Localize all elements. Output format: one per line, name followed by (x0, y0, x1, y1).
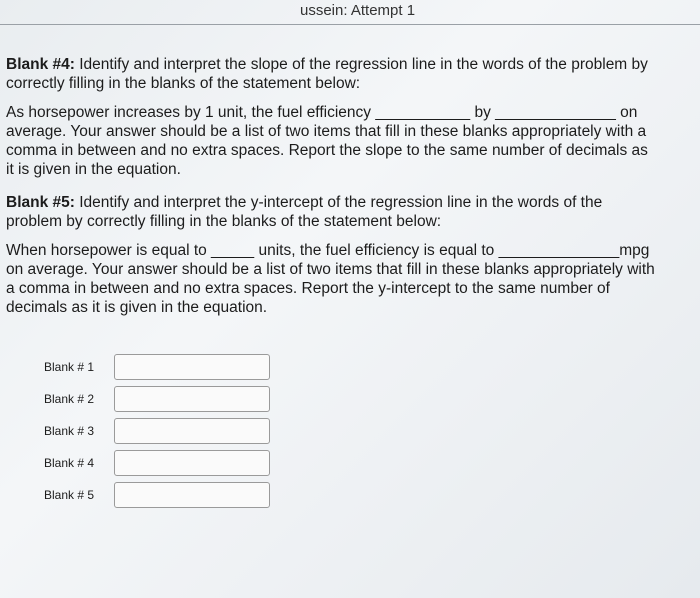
answer-fields (44, 351, 700, 511)
blank-3-input[interactable] (114, 418, 270, 444)
blank-1-input[interactable] (114, 354, 270, 380)
divider (0, 24, 700, 25)
answer-row-2 (44, 383, 700, 415)
blank5-label: Blank #5: (6, 194, 75, 211)
blank5-instruction (6, 193, 656, 231)
attempt-header: ussein: Attempt 1 (300, 2, 416, 19)
question-content (6, 55, 656, 327)
answer-row-4 (44, 447, 700, 479)
blank-5-input[interactable] (114, 482, 270, 508)
blank5-statement (6, 241, 656, 317)
blank-4-label: Blank # 4 (44, 456, 95, 470)
answer-row-1 (44, 351, 700, 383)
blank-2-input[interactable] (114, 386, 270, 412)
blank4-instruction-text: Identify and interpret the slope of the regression line in the words of the problem by correctly filling in the blanks of the statement below: (6, 56, 648, 92)
blank-5-label: Blank # 5 (44, 488, 95, 502)
blank5-instruction-text: Identify and interpret the y-intercept of the regression line in the words of the problem by correctly filling in the blanks of the statement below: (6, 194, 603, 230)
blank4-statement-text: As horsepower increases by 1 unit, the fuel efficiency ___________ by ______________ on average. (6, 104, 638, 140)
blank-2-label: Blank # 2 (44, 392, 95, 406)
blank4-note: Your answer should be a list of two items that fill in these blanks appropriately with a comma in between and no extra spaces. Report the slope to the same number of decimals as it is given in the equation. (6, 123, 648, 178)
blank4-instruction (6, 55, 656, 93)
answer-row-5 (44, 479, 700, 511)
blank-1-label: Blank # 1 (44, 360, 95, 374)
blank-4-input[interactable] (114, 450, 270, 476)
blank4-statement (6, 103, 656, 179)
blank5-statement-text: When horsepower is equal to _____ units, the fuel efficiency is equal to ______________mpg on average. (6, 242, 650, 278)
blank4-label: Blank #4: (6, 56, 75, 73)
blank-3-label: Blank # 3 (44, 424, 95, 438)
blank5-note: Your answer should be a list of two items that fill in these blanks appropriately with a comma in between and no extra spaces. Report the y-intercept to the same number of decimals as it is given in the equation. (6, 261, 655, 316)
answer-row-3 (44, 415, 700, 447)
